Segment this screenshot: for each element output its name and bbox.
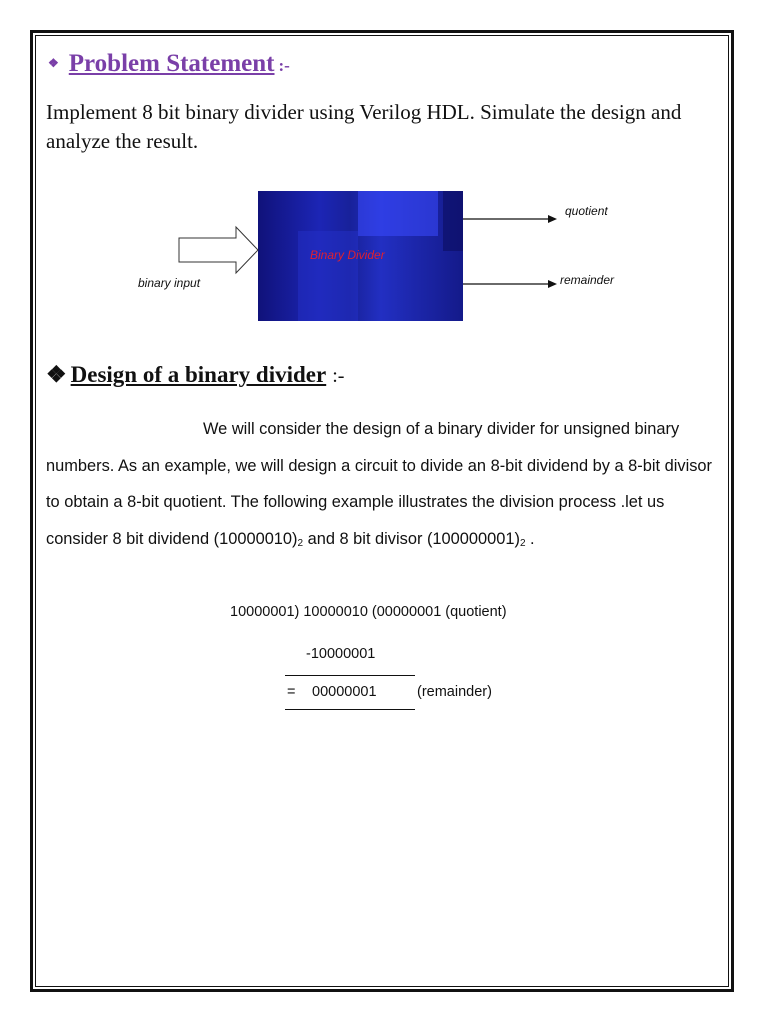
- quotient-arrowhead-icon: [548, 215, 557, 223]
- design-paragraph: We will consider the design of a binary divider for unsigned binary numbers. As an example, we will design a circuit to divide an 8-bit dividend by a 8-bit divisor to obtain a 8-bit quotient. The following example illustrates the division process .let us consider 8 bit dividend $(10000010)_2$ and 8 bit divisor $(100000001)_2$ .: [46, 420, 712, 549]
- division-rule-2: [285, 709, 415, 710]
- problem-statement-text: Implement 8 bit binary divider using Verilog HDL. Simulate the design and analyze the result.: [46, 100, 682, 153]
- heading-suffix: :-: [332, 365, 345, 387]
- heading-text: Problem Statement: [68, 50, 275, 77]
- quotient-label: quotient: [565, 204, 608, 218]
- remainder-arrowhead-icon: [548, 280, 557, 288]
- division-line-1: 10000001) 10000010 (00000001 (quotient): [230, 604, 507, 620]
- diamond-bullet-icon: ❖: [48, 56, 59, 70]
- division-rule-1: [285, 675, 415, 676]
- diamond-bullet-icon: ❖: [46, 362, 67, 387]
- design-heading: [46, 362, 344, 388]
- remainder-label: remainder: [560, 273, 615, 287]
- division-line-2: -10000001: [306, 646, 376, 662]
- block-label: Binary Divider: [310, 248, 385, 262]
- input-label: binary input: [138, 276, 201, 290]
- input-arrow-icon: [179, 227, 258, 273]
- division-equals: =: [287, 684, 296, 700]
- heading-suffix: :-: [278, 56, 290, 75]
- heading-text: Design of a binary divider: [70, 362, 327, 387]
- remainder-note: (remainder): [417, 684, 492, 700]
- problem-statement-heading: [48, 50, 290, 78]
- remainder-value: 00000001: [312, 684, 377, 700]
